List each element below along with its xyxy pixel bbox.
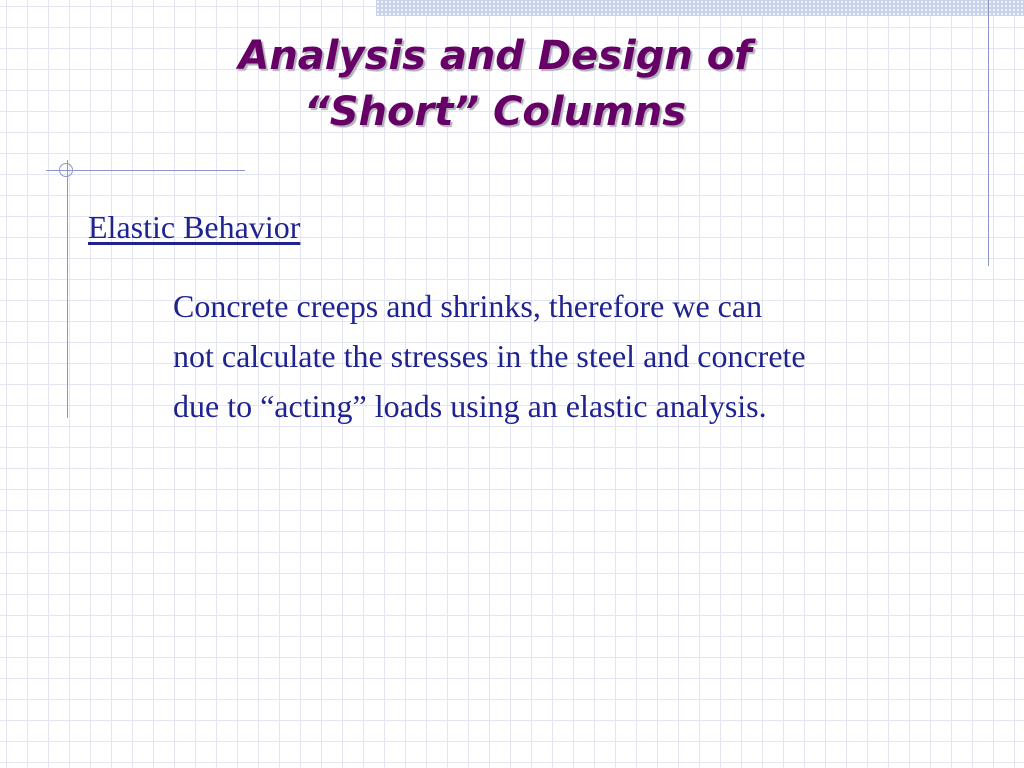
body-paragraph (173, 281, 973, 431)
right-vertical-rule (988, 0, 989, 266)
ring-ornament (59, 163, 73, 177)
slide-title-line-2: “Short” Columns (303, 89, 687, 135)
slide-title (150, 28, 840, 140)
top-decorative-band (376, 0, 1024, 16)
body-line-3: due to “acting” loads using an elastic analysis. (173, 388, 767, 424)
slide-title-line-1: Analysis and Design of (238, 33, 752, 79)
left-vertical-rule (67, 160, 68, 418)
section-heading: Elastic Behavior (88, 209, 301, 245)
body-line-2: not calculate the stresses in the steel and concrete (173, 338, 806, 374)
horizontal-rule (46, 170, 245, 171)
body-line-1: Concrete creeps and shrinks, therefore we can (173, 288, 763, 324)
